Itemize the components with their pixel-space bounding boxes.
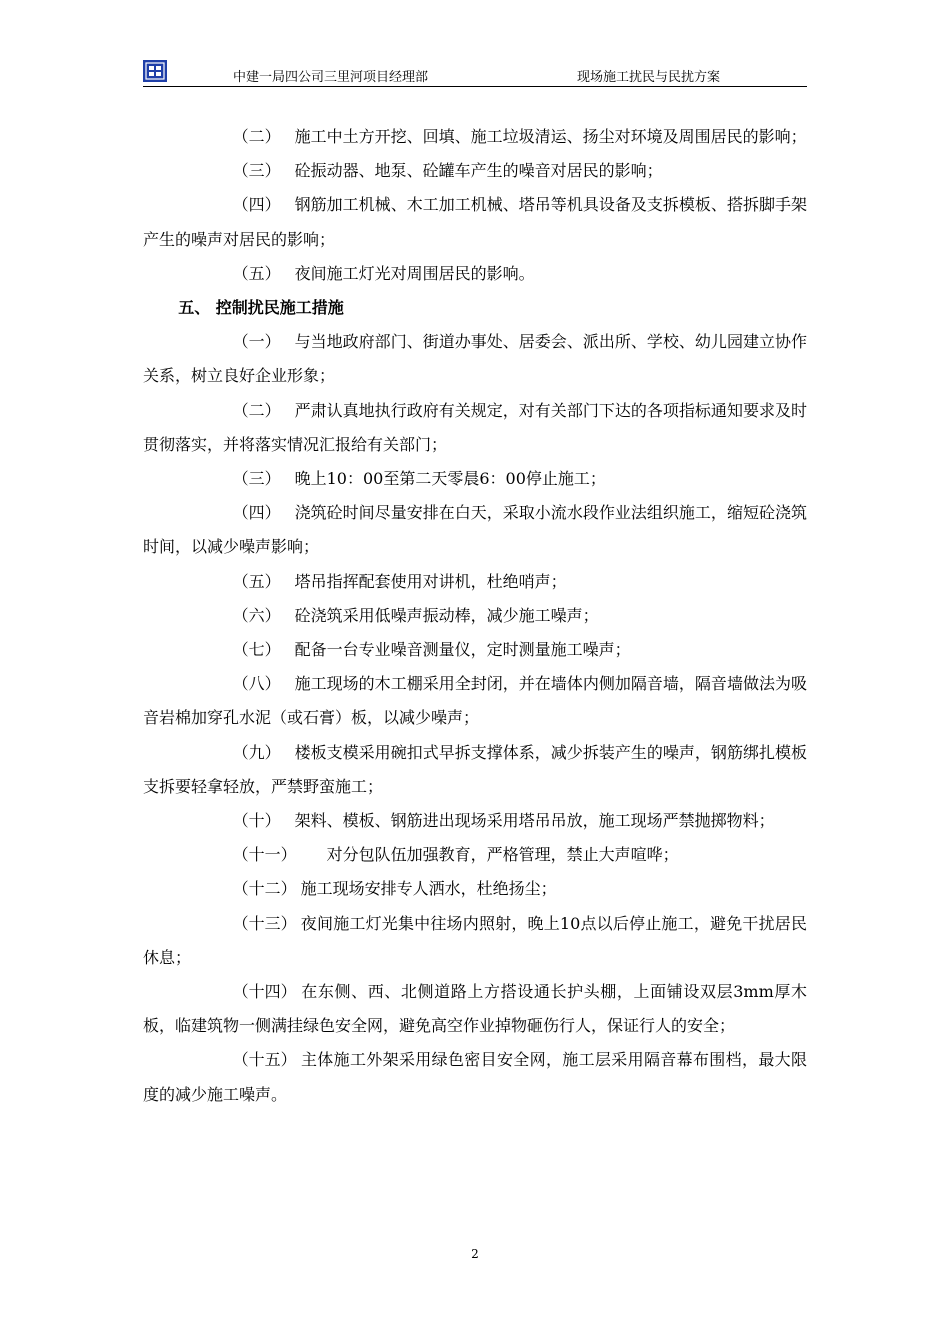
impact-item	[143, 257, 807, 291]
item-number: （三）	[232, 161, 281, 181]
item-number: （十）	[232, 811, 281, 831]
impact-item	[143, 120, 807, 154]
item-text: 配备一台专业噪音测量仪，定时测量施工噪声；	[294, 640, 631, 660]
item-number: （八）	[232, 674, 281, 694]
item-text: 浇筑砼时间尽量安排在白天，采取小流水段作业法组织施工，缩短砼浇筑时间，以减少噪声影响；	[143, 503, 807, 557]
impact-item	[143, 188, 807, 256]
measure-item	[143, 394, 807, 462]
page-number: 2	[471, 1247, 479, 1261]
item-number: （三）	[232, 469, 281, 489]
item-text: 晚上10：00至第二天零晨6：00停止施工；	[294, 469, 606, 489]
item-text: 在东侧、西、北侧道路上方搭设通长护头棚，上面铺设双层3mm厚木板，临建筑物一侧满挂绿色安全网，避免高空作业掉物砸伤行人，保证行人的安全；	[143, 982, 807, 1036]
item-number: （四）	[232, 195, 281, 215]
measure-item	[143, 1043, 807, 1111]
item-number: （十五）	[232, 1050, 297, 1070]
item-text: 钢筋加工机械、木工加工机械、塔吊等机具设备及支拆模板、搭拆脚手架产生的噪声对居民的影响；	[143, 195, 807, 249]
item-text: 塔吊指挥配套使用对讲机，杜绝哨声；	[294, 571, 567, 591]
item-number: （五）	[232, 571, 281, 591]
measure-item	[143, 975, 807, 1043]
measure-item	[143, 804, 807, 838]
item-text: 夜间施工灯光集中往场内照射，晚上10点以后停止施工，避免干扰居民休息；	[143, 913, 807, 967]
measure-item	[143, 667, 807, 735]
item-number: （十二）	[232, 879, 297, 899]
measure-item	[143, 496, 807, 564]
item-number: （五）	[232, 263, 281, 283]
company-logo-icon	[143, 60, 167, 82]
measure-item	[143, 599, 807, 633]
measure-item	[143, 736, 807, 804]
header-document-title: 现场施工扰民与民扰方案	[577, 70, 721, 85]
header-company-name: 中建一局四公司三里河项目经理部	[233, 70, 429, 85]
document-body	[143, 120, 807, 1112]
measure-item	[143, 872, 807, 906]
item-number: （四）	[232, 503, 281, 523]
item-number: （六）	[232, 605, 281, 625]
item-number: （二）	[232, 400, 281, 420]
item-text: 施工现场的木工棚采用全封闭，并在墙体内侧加隔音墙，隔音墙做法为吸音岩棉加穿孔水泥（或石膏）板，以减少噪声；	[143, 674, 807, 728]
item-number: （十四）	[232, 982, 297, 1002]
measure-item	[143, 462, 807, 496]
impact-item	[143, 154, 807, 188]
item-text: 砼振动器、地泵、砼罐车产生的噪音对居民的影响；	[294, 161, 663, 181]
item-number: （九）	[232, 742, 281, 762]
measure-item	[143, 565, 807, 599]
item-text: 与当地政府部门、街道办事处、居委会、派出所、学校、幼儿园建立协作关系，树立良好企业形象；	[143, 332, 807, 386]
item-text: 砼浇筑采用低噪声振动棒，减少施工噪声；	[294, 605, 599, 625]
measure-item	[143, 838, 807, 872]
item-number: （十三）	[232, 913, 297, 933]
item-number: （一）	[232, 332, 281, 352]
measure-item	[143, 325, 807, 393]
item-text: 架料、模板、钢筋进出现场采用塔吊吊放，施工现场严禁抛掷物料；	[294, 811, 775, 831]
section-heading: 五、 控制扰民施工措施	[178, 298, 344, 318]
measure-item	[143, 907, 807, 975]
item-text: 主体施工外架采用绿色密目安全网，施工层采用隔音幕布围档，最大限度的减少施工噪声。	[143, 1050, 807, 1104]
measure-item	[143, 633, 807, 667]
item-text: 施工现场安排专人洒水，杜绝扬尘；	[300, 879, 557, 899]
item-text: 夜间施工灯光对周围居民的影响。	[294, 263, 535, 283]
item-text: 对分包队伍加强教育，严格管理，禁止大声喧哗；	[326, 845, 679, 865]
page-header	[143, 60, 807, 87]
item-number: （七）	[232, 640, 281, 660]
item-text: 楼板支模采用碗扣式早拆支撑体系，减少拆装产生的噪声，钢筋绑扎模板支拆要轻拿轻放，严禁野蛮施工；	[143, 742, 807, 796]
item-text: 施工中土方开挖、回填、施工垃圾清运、扬尘对环境及周围居民的影响；	[294, 127, 807, 146]
item-text: 严肃认真地执行政府有关规定，对有关部门下达的各项指标通知要求及时贯彻落实，并将落实情况汇报给有关部门；	[143, 400, 807, 454]
item-number: （二）	[232, 127, 281, 146]
item-number: （十一）	[232, 845, 297, 865]
